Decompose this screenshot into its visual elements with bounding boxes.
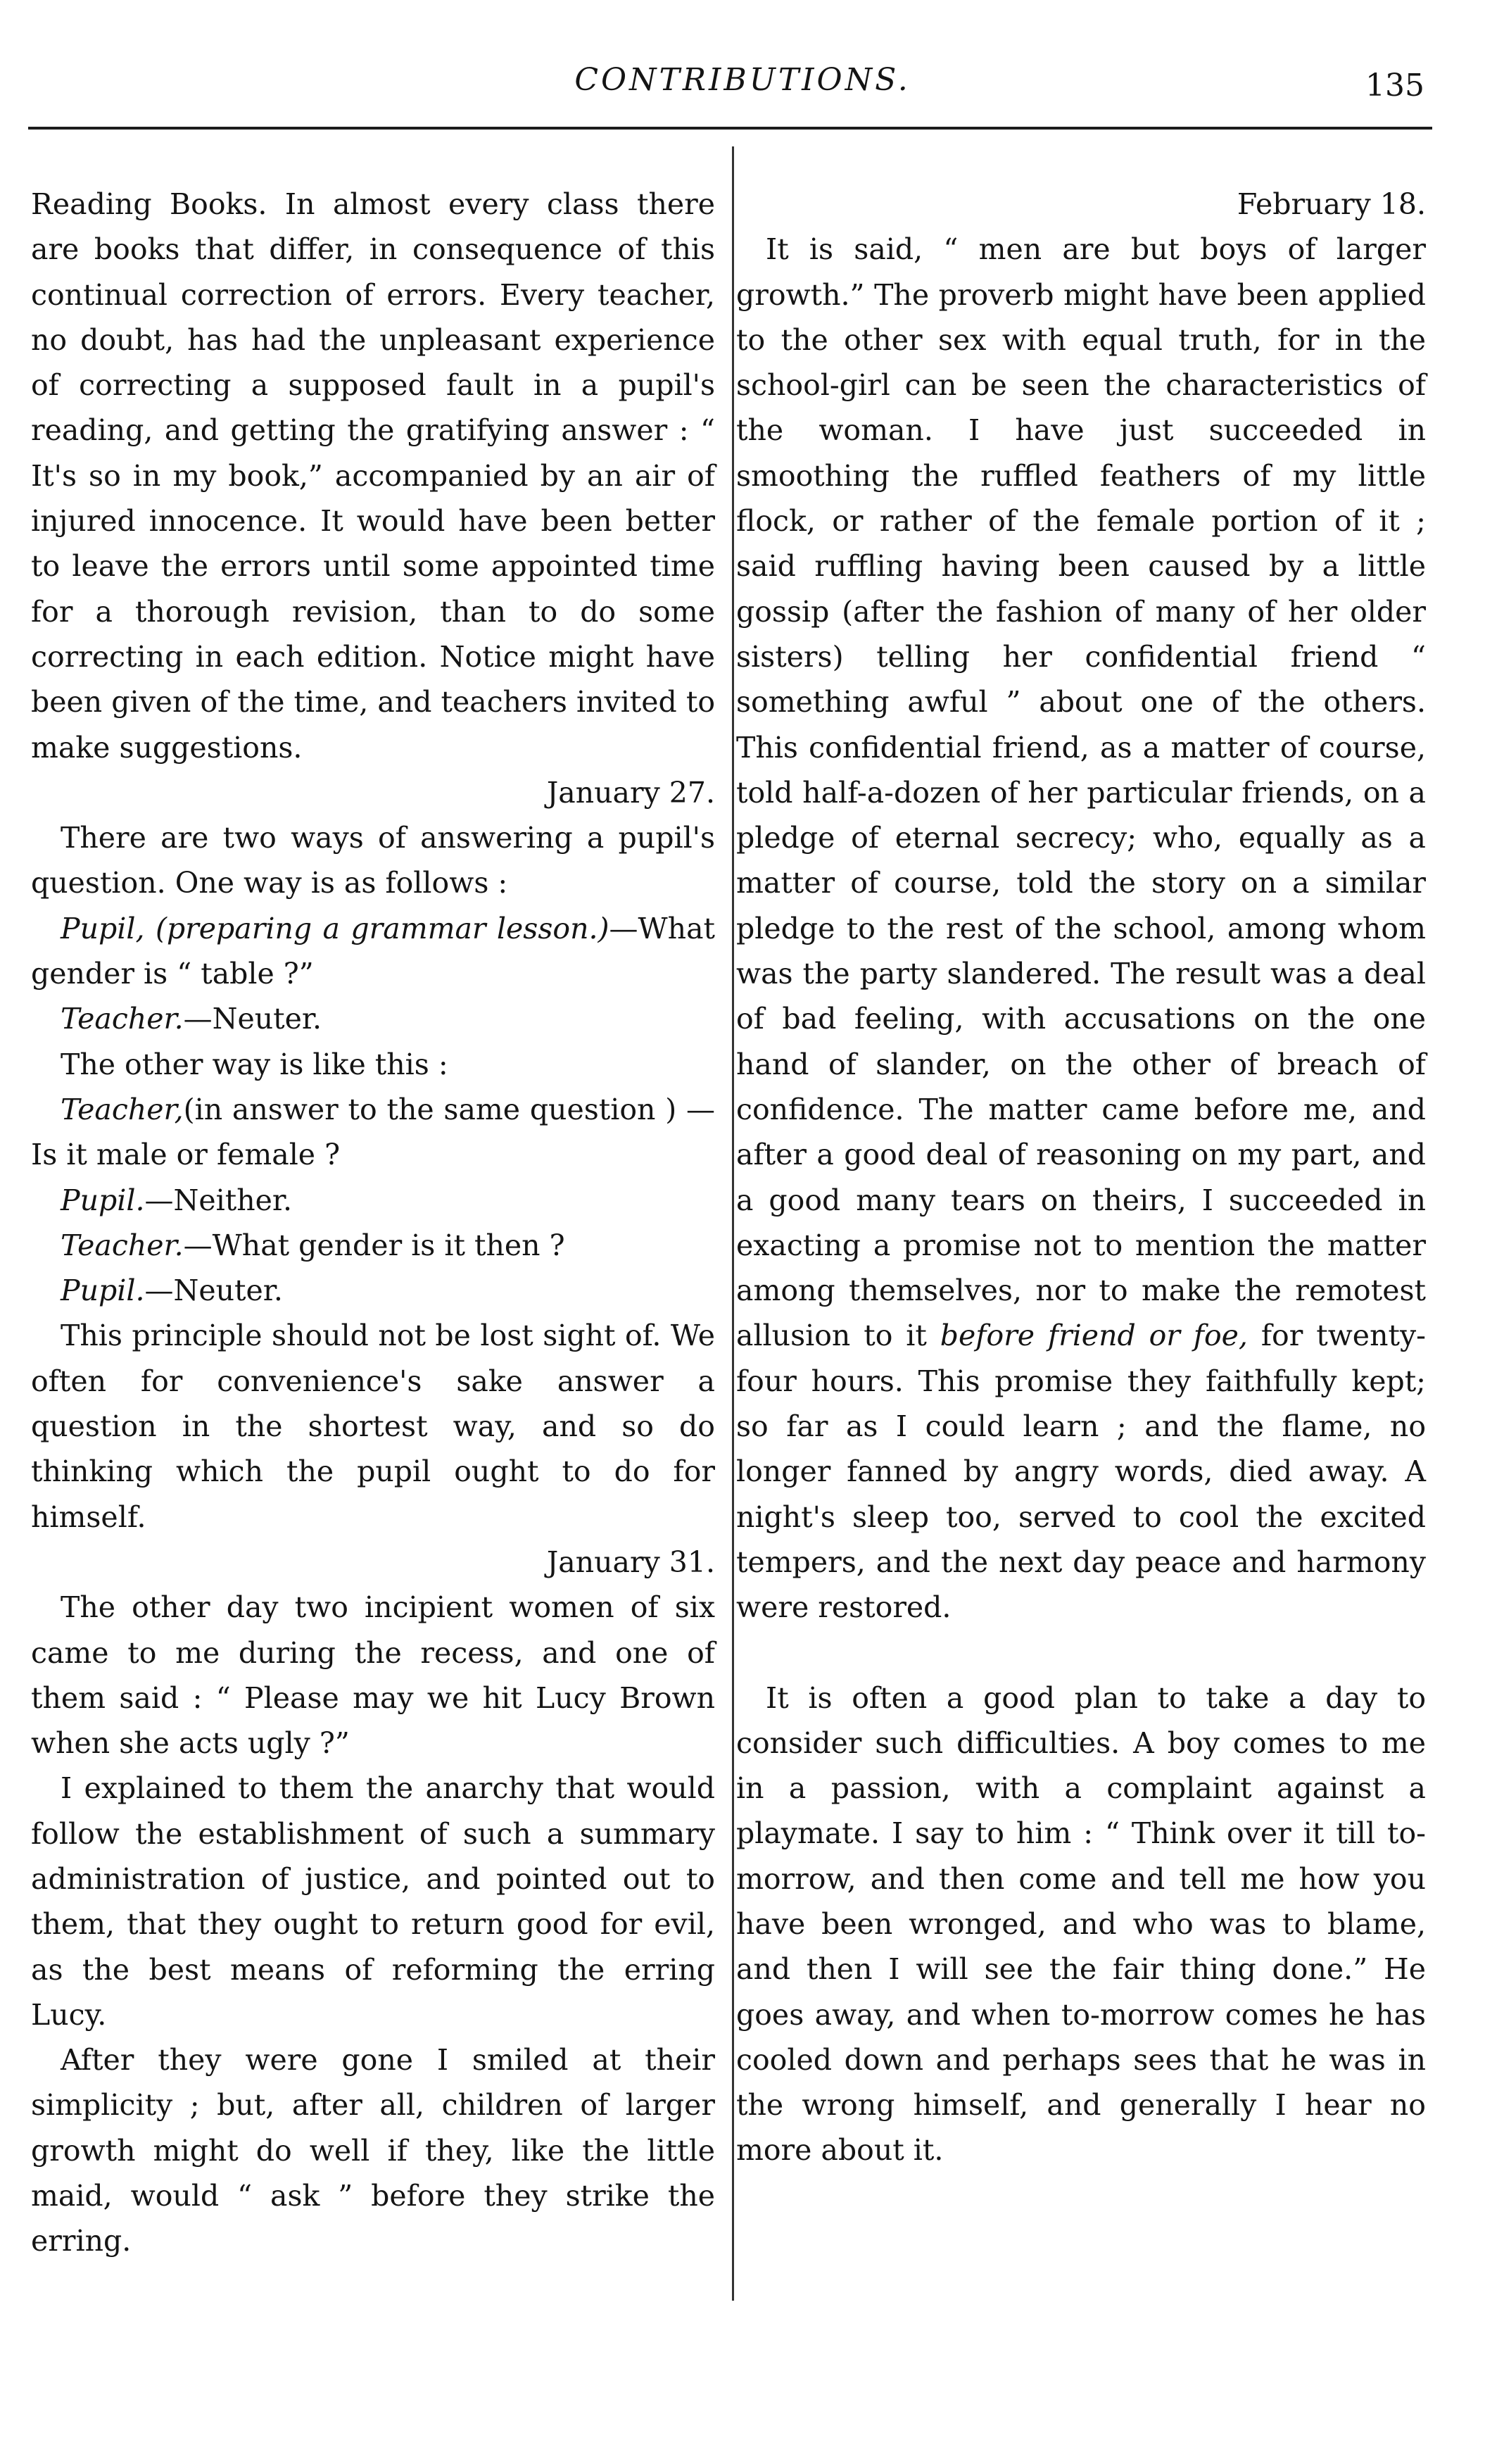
dialogue-speaker: Teacher. bbox=[61, 1002, 184, 1036]
right-column bbox=[736, 182, 1426, 2173]
dialogue-text: —What gender is “ table ?” bbox=[31, 911, 715, 991]
emphasis-text: before friend or foe, bbox=[940, 1319, 1248, 1353]
dialogue-text: —Neuter. bbox=[183, 1002, 322, 1036]
paragraph: After they were gone I smiled at their simplicity ; but, after all, children of larger growth might do well if they, like the little maid, would “ ask ” before they strike the erring. bbox=[31, 2043, 715, 2258]
paragraph-text: It is said, “ men are but boys of larger growth.” The proverb might have been applied to the other sex with equal truth, for in the school-girl can be seen the characteristics of the woman. I have just succeeded in smoothing the ruffled feathers of my little flock, or rather of the female portion of it ; said ruffling having been caused by a little gossip (after the fashion of many of her older sisters) telling her confidential friend “ something awful ” about one of the others. This confidential friend, as a matter of course, told half-a-dozen of her particular friends, on a pledge of eternal secrecy; who, equally as a matter of course, told the story on a similar pledge to the rest of the school, among whom was the party slandered. The result was a deal of bad feeling, with accusations on the one hand of slander, on the other of breach of confidence. The matter came before me, and after a good deal of reasoning on my part, and a good many tears on theirs, I succeeded in exacting a promise not to mention the matter among themselves, nor to make the remotest allusion to it bbox=[736, 232, 1426, 1353]
paragraph bbox=[736, 227, 1426, 1630]
left-column bbox=[31, 182, 715, 2264]
paragraph-text: for twenty-four hours. This promise they faithfully kept; so far as I could learn ; and the flame, no longer fanned by angry words, died away. A night's sleep too, served to cool the excited tempers, and the next day peace and harmony were restored. bbox=[736, 1319, 1426, 1625]
entry-date: January 27. bbox=[546, 775, 715, 810]
dialogue-line bbox=[31, 1178, 715, 1223]
running-header-title: CONTRIBUTIONS. bbox=[574, 62, 911, 98]
paragraph: There are two ways of answering a pupil's question. One way is as follows : bbox=[31, 821, 715, 900]
stage-direction: (preparing a grammar lesson.) bbox=[155, 911, 609, 945]
column-divider bbox=[732, 146, 734, 2301]
paragraph: I explained to them the anarchy that would follow the establishment of such a summary administration of justice, and pointed out to them, that they ought to return good for evil, as the best means of reforming the erring Lucy. bbox=[31, 1771, 715, 2032]
dialogue-text: —What gender is it then ? bbox=[183, 1228, 565, 1262]
entry-date: February 18. bbox=[1237, 187, 1426, 221]
dialogue-line bbox=[31, 1223, 715, 1268]
paragraph: Reading Books. In almost every class there are books that differ, in consequence of this continual correction of errors. Every teacher, no doubt, has had the unpleasant experience of correcting a supposed fault in a pupil's reading, and getting the gratifying answer : “ It's so in my book,” accompanied by an air of injured innocence. It would have been better to leave the errors until some appointed time for a thorough revision, than to do some correcting in each edition. Notice might have been given of the time, and teachers invited to make suggestions. bbox=[31, 187, 715, 765]
paragraph: It is often a good plan to take a day to consider such difficulties. A boy comes to me in a passion, with a complaint against a playmate. I say to him : “ Think over it till to-morrow, and then come and tell me how you have been wronged, and who was to blame, and then I will see the fair thing done.” He goes away, and when to-morrow comes he has cooled down and perhaps sees that he was in the wrong himself, and generally I hear no more about it. bbox=[736, 1680, 1426, 2168]
paragraph: The other day two incipient women of six came to me during the recess, and one of them said : “ Please may we hit Lucy Brown when she acts ugly ?” bbox=[31, 1590, 715, 1761]
dialogue-speaker: Pupil, bbox=[61, 911, 145, 945]
section-gap bbox=[736, 1630, 1426, 1676]
paragraph: The other way is like this : bbox=[61, 1047, 448, 1081]
dialogue-speaker: Teacher, bbox=[61, 1092, 184, 1126]
entry-date: January 31. bbox=[546, 1545, 715, 1579]
dialogue-text: —Neuter. bbox=[144, 1274, 283, 1308]
dialogue-line bbox=[31, 906, 715, 997]
dialogue-line bbox=[31, 996, 715, 1041]
dialogue-line bbox=[31, 1268, 715, 1313]
dialogue-speaker: Teacher. bbox=[61, 1228, 184, 1262]
header-rule bbox=[28, 127, 1432, 130]
dialogue-text: (in answer to the same question ) —Is it male or female ? bbox=[31, 1092, 715, 1172]
dialogue-speaker: Pupil. bbox=[61, 1183, 145, 1217]
dialogue-speaker: Pupil. bbox=[61, 1274, 145, 1308]
paragraph: This principle should not be lost sight of. We often for convenience's sake answer a question in the shortest way, and so do thinking which the pupil ought to do for himself. bbox=[31, 1319, 715, 1534]
dialogue-line bbox=[31, 1087, 715, 1178]
dialogue-text: —Neither. bbox=[144, 1183, 293, 1217]
page-number: 135 bbox=[1365, 68, 1424, 103]
